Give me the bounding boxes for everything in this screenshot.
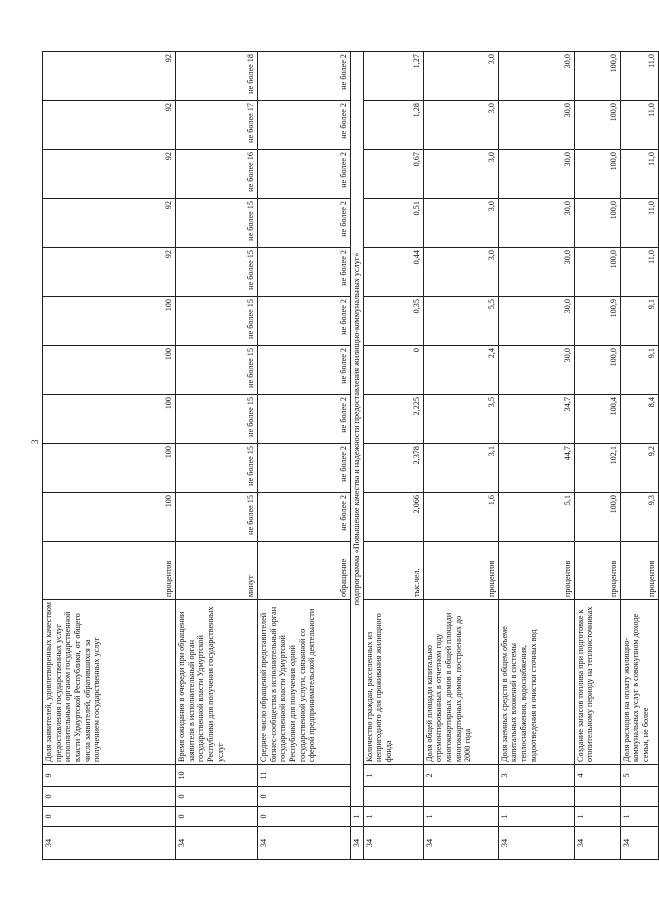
value-cell: 92: [43, 199, 176, 248]
value-cell: 3,0: [423, 199, 498, 248]
value-cell: не более 2: [258, 444, 351, 493]
value-cell: 92: [43, 52, 176, 101]
pp-code-cell: 0: [43, 807, 176, 827]
value-cell: 0,44: [363, 248, 423, 297]
pp-code-cell: 1: [363, 807, 423, 827]
indicator-number-cell: 3: [498, 765, 574, 787]
value-cell: 100,0: [574, 150, 620, 199]
value-cell: 11,0: [620, 101, 658, 150]
unit-cell: процентов: [620, 542, 658, 600]
value-cell: 100,0: [574, 493, 620, 542]
value-cell: 9,2: [620, 444, 658, 493]
om-code-cell: 0: [258, 787, 351, 807]
table-row: [574, 52, 620, 860]
value-cell: 0,67: [363, 150, 423, 199]
value-cell: 34,7: [498, 395, 574, 444]
value-cell: 30,0: [498, 248, 574, 297]
value-cell: 102,1: [574, 444, 620, 493]
unit-cell: процентов: [43, 542, 176, 600]
value-cell: 92: [43, 248, 176, 297]
gp-code-cell: 34: [620, 827, 658, 860]
unit-cell: обращение: [258, 542, 351, 600]
value-cell: 11,0: [620, 199, 658, 248]
value-cell: не более 2: [258, 101, 351, 150]
om-code-cell: [574, 787, 620, 807]
value-cell: не более 18: [176, 52, 258, 101]
unit-cell: процентов: [498, 542, 574, 600]
gp-code-cell: 34: [258, 827, 351, 860]
value-cell: 30,0: [498, 52, 574, 101]
value-cell: 9,3: [620, 493, 658, 542]
value-cell: 0,51: [363, 199, 423, 248]
pp-code-cell: 0: [258, 807, 351, 827]
pp-code-cell: 1: [574, 807, 620, 827]
gp-code-cell: 34: [176, 827, 258, 860]
table-row: [423, 52, 498, 860]
indicator-name-cell: Создание запасов топлива при подготовке к отопительному периоду на теплоисточниках: [574, 600, 620, 765]
value-cell: 11,0: [620, 248, 658, 297]
value-cell: 30,0: [498, 150, 574, 199]
value-cell: не более 15: [176, 493, 258, 542]
value-cell: не более 2: [258, 248, 351, 297]
value-cell: не более 2: [258, 493, 351, 542]
value-cell: 3,0: [423, 150, 498, 199]
value-cell: 100,0: [574, 101, 620, 150]
gp-code-cell: 34: [574, 827, 620, 860]
value-cell: 3,0: [423, 52, 498, 101]
value-cell: 3,0: [423, 101, 498, 150]
value-cell: 1,6: [423, 493, 498, 542]
indicator-number-cell: 2: [423, 765, 498, 787]
value-cell: не более 2: [258, 52, 351, 101]
value-cell: не более 15: [176, 199, 258, 248]
indicator-name-cell: Количество граждан, расселенных из непригодного для проживания жилищного фонда: [363, 600, 423, 765]
table-row: [176, 52, 258, 860]
value-cell: 100: [43, 493, 176, 542]
pp-code-cell: 1: [423, 807, 498, 827]
table-row: [498, 52, 574, 860]
om-code-cell: 0: [176, 787, 258, 807]
value-cell: 11,0: [620, 150, 658, 199]
indicator-number-cell: 9: [43, 765, 176, 787]
subprogram-title-cell: подпрограмма «Повышение качества и надежности предоставления жилищно-коммунальных услуг»: [351, 52, 364, 807]
value-cell: 92: [43, 101, 176, 150]
page-number: 3: [30, 439, 40, 444]
gp-code-cell: 34: [423, 827, 498, 860]
table-row: [43, 52, 176, 860]
pp-code-cell: 1: [351, 807, 364, 827]
value-cell: 100: [43, 297, 176, 346]
value-cell: 9,1: [620, 346, 658, 395]
indicator-name-cell: Доля заемных средств в общем объеме капитальных вложений в системы теплоснабжения, водоснабжения, водоотведения и очистки сточных вод: [498, 600, 574, 765]
indicators-table: [42, 51, 659, 860]
value-cell: не более 17: [176, 101, 258, 150]
unit-cell: процентов: [574, 542, 620, 600]
indicator-number-cell: 11: [258, 765, 351, 787]
value-cell: 100,9: [574, 297, 620, 346]
indicator-name-cell: Доля общей площади капитально отремонтированных в отчетном году многоквартирных домов в общей площади многоквартирных домов, построенных до 2000 года: [423, 600, 498, 765]
indicator-number-cell: 1: [363, 765, 423, 787]
value-cell: 30,0: [498, 199, 574, 248]
value-cell: не более 2: [258, 199, 351, 248]
table-row: [258, 52, 351, 860]
value-cell: 30,0: [498, 101, 574, 150]
value-cell: 100: [43, 346, 176, 395]
pp-code-cell: 1: [498, 807, 574, 827]
value-cell: 100,4: [574, 395, 620, 444]
value-cell: 1,27: [363, 52, 423, 101]
value-cell: 8,4: [620, 395, 658, 444]
value-cell: 5,5: [423, 297, 498, 346]
indicator-name-cell: Доля заявителей, удовлетворенных качеством предоставления государственных услуг исполнительным органом государственной власти Удмуртской Республики, от общего числа заявителей, обратившихся за получением государственных услуг: [43, 600, 176, 765]
value-cell: 44,7: [498, 444, 574, 493]
gp-code-cell: 34: [43, 827, 176, 860]
value-cell: 3,1: [423, 444, 498, 493]
value-cell: 100: [43, 395, 176, 444]
indicator-name-cell: Среднее число обращений представителей бизнес-сообщества в исполнительный орган государственной власти Удмуртской Республики для получения одной государственной услуги, связанной со сферой предпринимательской деятельности: [258, 600, 351, 765]
value-cell: 5,1: [498, 493, 574, 542]
value-cell: 100,0: [574, 52, 620, 101]
value-cell: 2,4: [423, 346, 498, 395]
value-cell: 3,5: [423, 395, 498, 444]
gp-code-cell: 34: [351, 827, 364, 860]
om-code-cell: [363, 787, 423, 807]
unit-cell: минут: [176, 542, 258, 600]
value-cell: 30,0: [498, 297, 574, 346]
om-code-cell: [620, 787, 658, 807]
value-cell: 3,0: [423, 248, 498, 297]
table-row: [620, 52, 658, 860]
om-code-cell: 0: [43, 787, 176, 807]
pp-code-cell: 0: [176, 807, 258, 827]
indicator-name-cell: Доля расходов на оплату жилищно-коммунальных услуг в совокупном доходе семьи, не более: [620, 600, 658, 765]
om-code-cell: [498, 787, 574, 807]
indicators-table-sheet: [42, 52, 656, 860]
pp-code-cell: 1: [620, 807, 658, 827]
gp-code-cell: 34: [363, 827, 423, 860]
value-cell: не более 15: [176, 297, 258, 346]
indicator-number-cell: 5: [620, 765, 658, 787]
value-cell: 2,225: [363, 395, 423, 444]
value-cell: 100,0: [574, 199, 620, 248]
value-cell: 2,066: [363, 493, 423, 542]
value-cell: 9,1: [620, 297, 658, 346]
value-cell: 92: [43, 150, 176, 199]
value-cell: не более 15: [176, 248, 258, 297]
table-row: [363, 52, 423, 860]
value-cell: не более 15: [176, 444, 258, 493]
value-cell: не более 15: [176, 346, 258, 395]
value-cell: 100,0: [574, 248, 620, 297]
gp-code-cell: 34: [498, 827, 574, 860]
value-cell: не более 2: [258, 395, 351, 444]
unit-cell: тыс.чел.: [363, 542, 423, 600]
value-cell: 100,0: [574, 346, 620, 395]
value-cell: не более 2: [258, 346, 351, 395]
value-cell: не более 2: [258, 297, 351, 346]
value-cell: не более 16: [176, 150, 258, 199]
value-cell: 30,0: [498, 346, 574, 395]
value-cell: не более 15: [176, 395, 258, 444]
value-cell: не более 2: [258, 150, 351, 199]
value-cell: 1,28: [363, 101, 423, 150]
om-code-cell: [423, 787, 498, 807]
value-cell: 100: [43, 444, 176, 493]
subprogram-row: [351, 52, 364, 860]
value-cell: 2,378: [363, 444, 423, 493]
indicator-number-cell: 10: [176, 765, 258, 787]
unit-cell: процентов: [423, 542, 498, 600]
indicator-name-cell: Время ожидания в очереди при обращении заявителя в исполнительный орган государственной власти Удмуртской Республики для получения государственных услуг: [176, 600, 258, 765]
value-cell: 0: [363, 346, 423, 395]
value-cell: 0,35: [363, 297, 423, 346]
indicator-number-cell: 4: [574, 765, 620, 787]
value-cell: 11,0: [620, 52, 658, 101]
